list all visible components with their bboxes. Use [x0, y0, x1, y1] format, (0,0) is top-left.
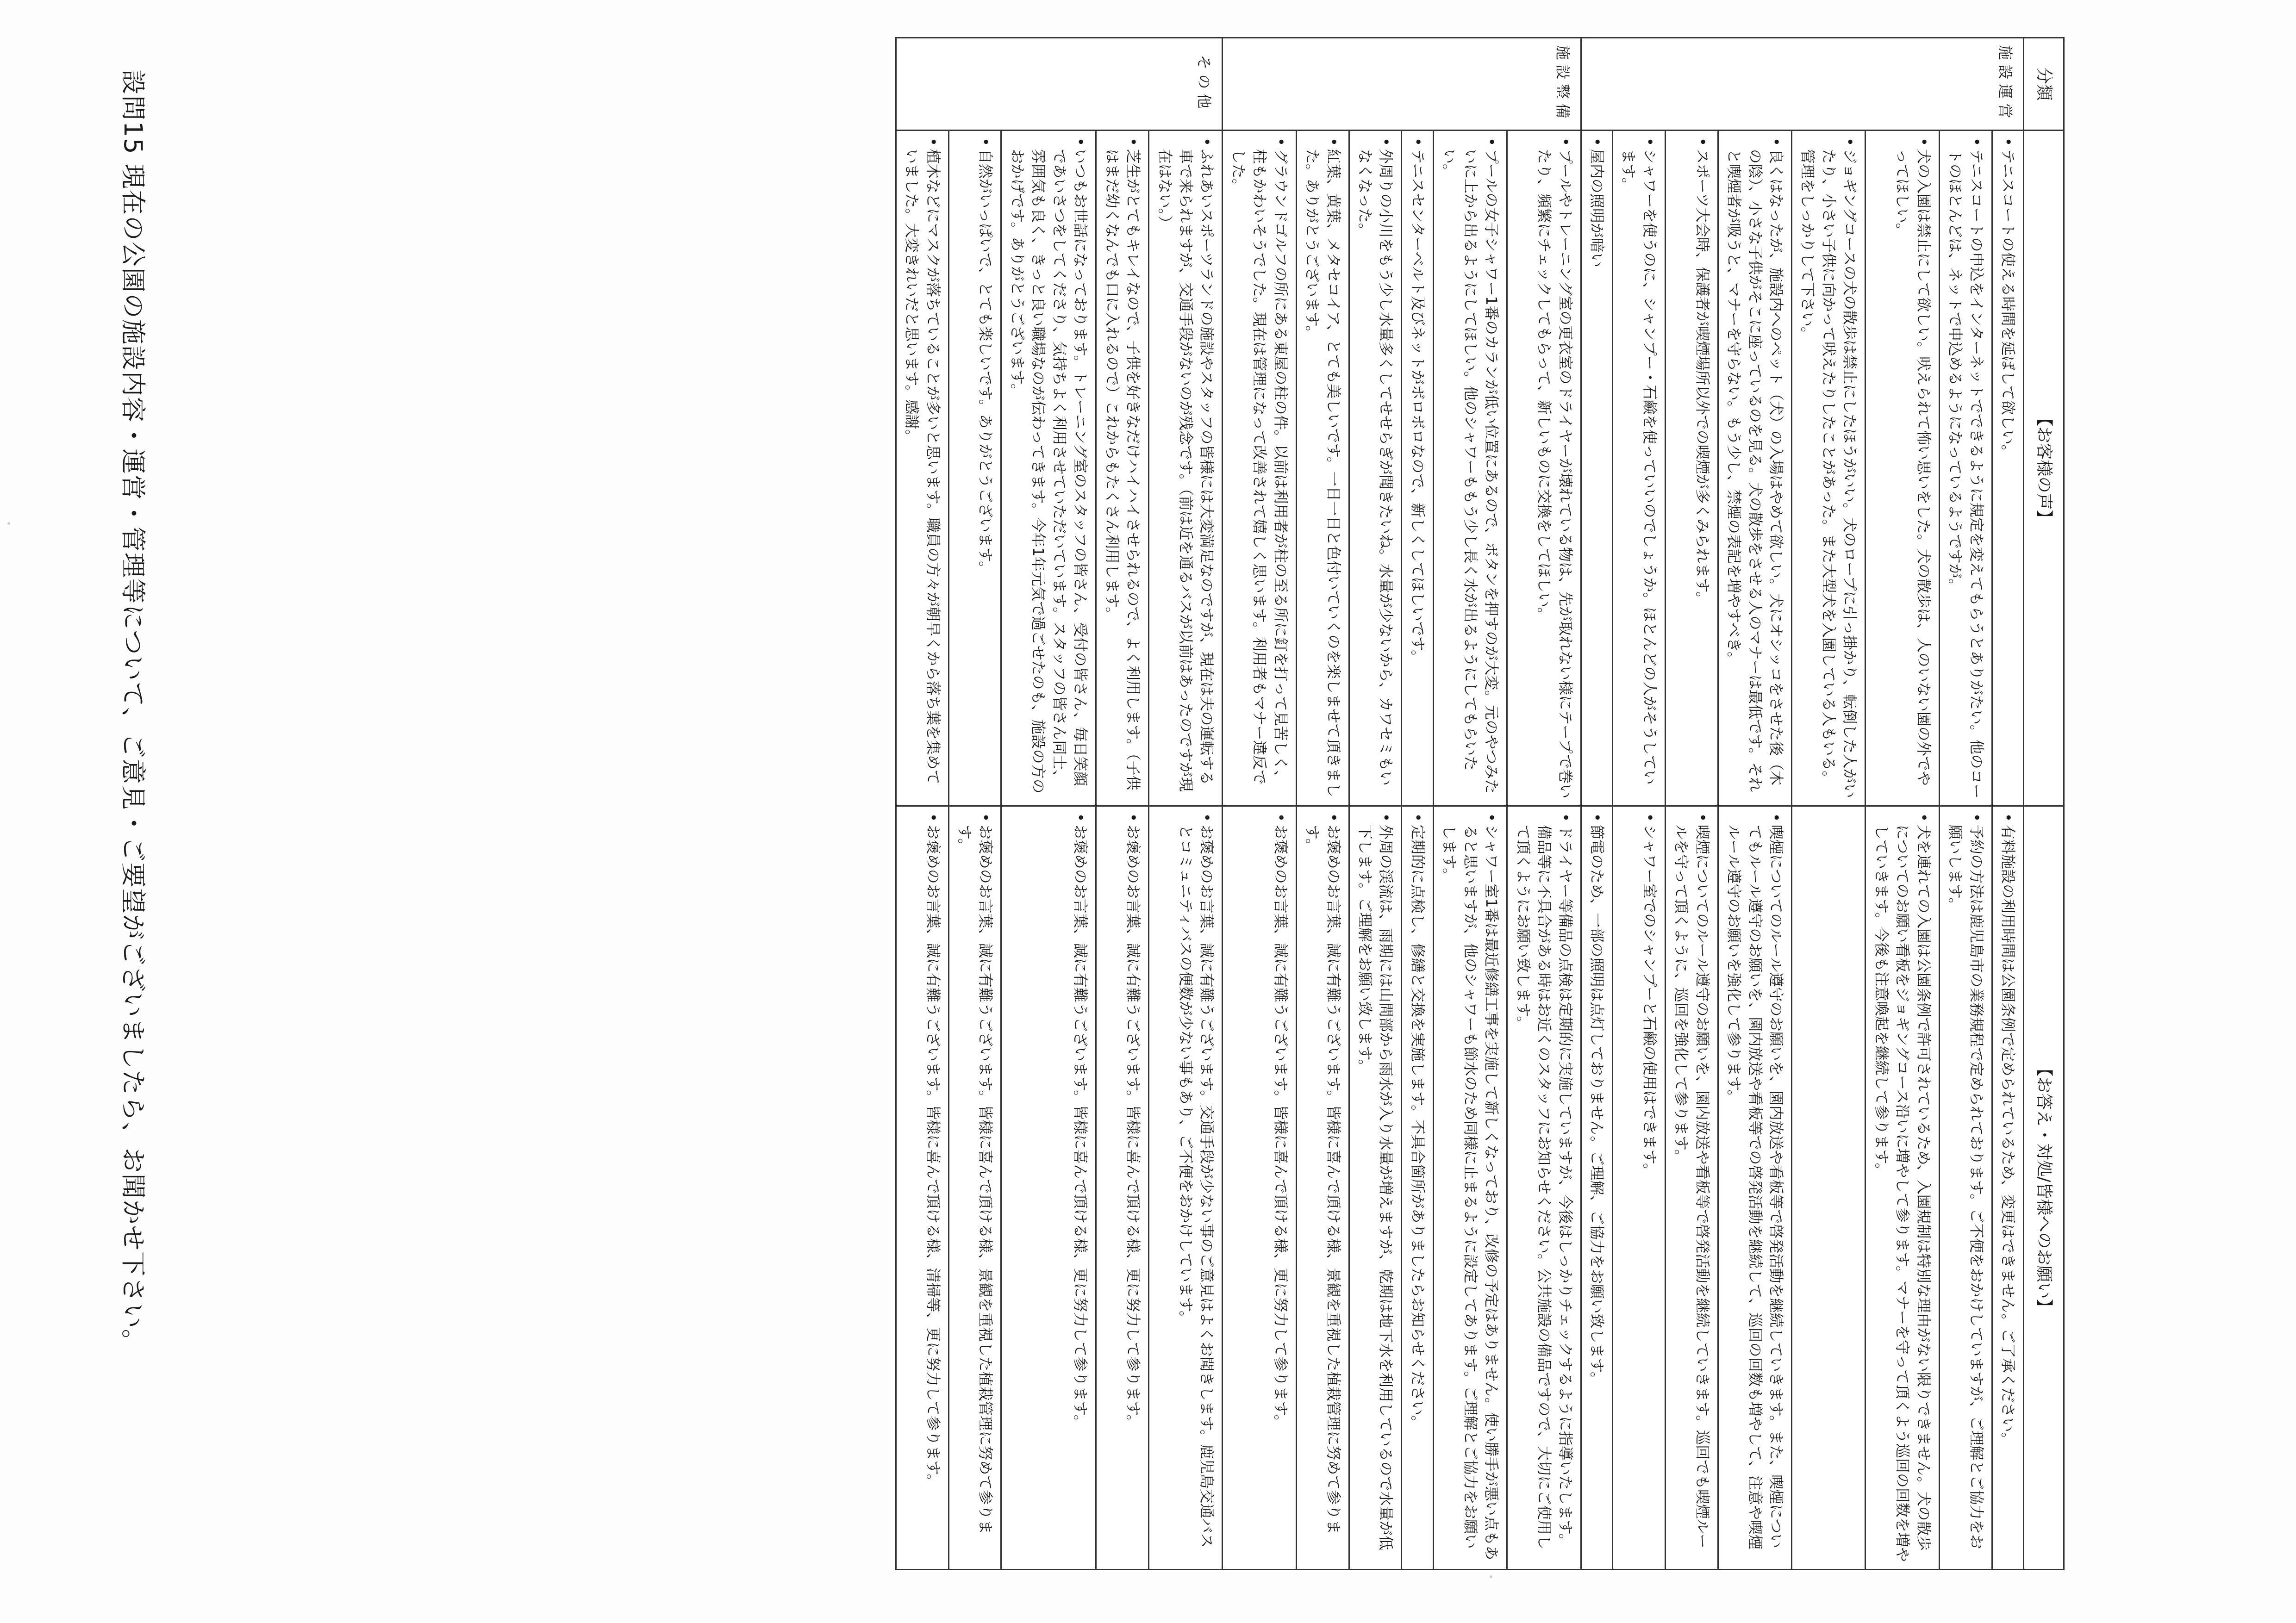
customer-voice-text: 自然がいっぱいで、とても楽しいです。ありがとうございます。: [977, 149, 995, 576]
bullet-icon: •: [1072, 813, 1090, 822]
table-row: [1665, 38, 1718, 1570]
customer-voice-item: [1797, 137, 1860, 799]
table-row: [1402, 38, 1433, 1570]
customer-voice-item: [1997, 137, 2018, 799]
customer-voice-item: [1228, 137, 1291, 799]
bullet-icon: •: [924, 137, 942, 146]
customer-voice-cell: [1296, 131, 1349, 806]
answer-cell: [1507, 806, 1581, 1570]
table-row: [948, 38, 1001, 1570]
customer-voice-cell: [1402, 131, 1433, 806]
answer-item: [1354, 813, 1397, 1562]
answer-cell: [1433, 806, 1507, 1570]
header-answer: 【お答え・対処/皆様へのお願い】: [2024, 806, 2064, 1570]
answer-cell: [1402, 806, 1433, 1570]
bullet-icon: •: [1556, 813, 1574, 822]
table-row: [1433, 38, 1507, 1570]
customer-voice-cell: [896, 131, 948, 806]
bullet-icon: •: [1198, 813, 1216, 822]
header-category: 分類: [2024, 38, 2064, 131]
bullet-icon: •: [924, 813, 942, 822]
page-title: 設問15 現在の公園の施設内容・運営・管理等について、ご意見・ご要望がございましたら、お聞かせ下さい。: [119, 69, 148, 1355]
category-cell: [1581, 38, 2023, 131]
bullet-icon: •: [1272, 137, 1290, 146]
customer-voice-item: [1302, 137, 1344, 799]
customer-voice-text: 屋内の照明が暗い: [1588, 149, 1606, 267]
bullet-icon: •: [1915, 137, 1933, 146]
customer-voice-cell: [1433, 131, 1507, 806]
customer-voice-text: 犬の入園は禁止にして欲しい。吠えられて怖い思いをした。犬の散歩は、人のいない園の外でやってほしい。: [1894, 149, 1933, 786]
customer-voice-item: [975, 137, 996, 799]
bullet-icon: •: [1556, 137, 1574, 146]
answer-cell: [1613, 806, 1666, 1570]
customer-voice-text: 芝生がとてもキレイなので、子供を好きなだけハイハイさせられるので、よく利用します。（子供はまだ幼くなんでも口に入れるので）これからもたくさん利用します。: [1103, 149, 1142, 790]
bullet-icon: •: [1324, 813, 1342, 822]
customer-voice-cell: [1349, 131, 1402, 806]
bullet-icon: •: [1377, 813, 1395, 822]
customer-voice-item: [1586, 137, 1607, 799]
answer-cell: [1296, 806, 1349, 1570]
answer-cell: [1866, 806, 1939, 1570]
table-row: [1581, 38, 1612, 1570]
answer-item: [1407, 813, 1428, 1562]
bullet-icon: •: [1483, 137, 1501, 146]
answer-cell: [1939, 806, 1992, 1570]
answer-item: [922, 813, 943, 1562]
answer-item: [1439, 813, 1502, 1562]
answer-text: 節電のため、一部の照明は点灯しておりません。ご理解、ご協力をお願い致します。: [1588, 824, 1606, 1387]
bullet-icon: •: [1588, 137, 1606, 146]
category-label: その他: [1195, 55, 1213, 113]
answer-item: [1586, 813, 1607, 1562]
customer-voice-item: [1892, 137, 1934, 799]
answer-text: お褒めのお言葉、誠に有難うございます。交通手段が少ない事のご意見はよくお聞きします。鹿児島交通バスとコミュニティバスの便数が少ない事もあり、ご不便をおかけしています。: [1177, 824, 1216, 1548]
bullet-icon: •: [1324, 137, 1342, 146]
customer-voice-text: 良くはなったが、施設内へのペット（犬）の入場はやめて欲しい。犬にオシッコをさせた後（木の陰）、小さな子供がそこに座っているのを見る。犬の散歩をさせる人のマナーは最低です。それと喫煙者が吸うと、マナーを守らない。もう少し、禁煙の表記を増やすべき。: [1725, 149, 1785, 792]
customer-voice-text: ふれあいスポーツランドの施設やスタッフの皆様には大変満足なのですが、現在は夫の運転する車で来られますが、交通手段がないのが残念です。（前は近を通るバスが以前はあったのですが現在はない。）: [1156, 149, 1216, 792]
bullet-icon: •: [1641, 137, 1659, 146]
answer-item: [1512, 813, 1575, 1562]
customer-voice-cell: [1507, 131, 1581, 806]
answer-item: [1270, 813, 1291, 1562]
customer-voice-item: [1534, 137, 1576, 799]
answer-text: お褒めのお言葉、誠に有難うございます。皆様に喜んで頂ける様、景観を重視した植栽管理に努めて参ります。: [956, 824, 995, 1535]
customer-voice-cell: [1992, 131, 2023, 806]
answer-cell: [896, 806, 948, 1570]
customer-voice-text: プールやトレーニング室の更衣室のドライヤーが壊れている物は、先が取れない様にテープで巻いたり、頻繁にチェックしてもらって、新しいものに交換をしてほしい。: [1535, 149, 1574, 799]
customer-voice-cell: [1665, 131, 1718, 806]
table-row: [1296, 38, 1349, 1570]
customer-voice-text: グラウンドゴルフの所にある東屋の柱の件。以前は利用者が柱の至る所に釘を打って見苦しく、柱もかわいそうでした。現在は管理になって改善されて嬉しく思います。利用者もマナー違反でした。: [1229, 149, 1290, 785]
answer-text: シャワー室でのシャンプーと石鹸の使用はできます。: [1641, 824, 1659, 1178]
bullet-icon: •: [977, 813, 995, 822]
customer-voice-cell: [1223, 131, 1296, 806]
table-row: [1718, 38, 1791, 1570]
bullet-icon: •: [1409, 813, 1427, 822]
answer-item: [1945, 813, 1987, 1562]
table-row: [896, 38, 948, 1570]
bullet-icon: •: [1693, 137, 1711, 146]
customer-voice-text: シャワーを使うのに、シャンプー・石鹸を使っていいのでしょうか。ほとんどの人がそうしています。: [1620, 149, 1659, 785]
customer-voice-text: いつもお世話になっております。トレーニング室のスタッフの皆さん、受付の皆さん、毎日笑顔であいさつをしてくださり、気持ちよく利用させていただいています。スタッフの皆さん同士、雰囲気も良く、きっと良い職場なのが伝わってきます。今年1年元気で過ごせたのも、施設の方のおかげです。ありがとうございます。: [1008, 149, 1090, 794]
table-row: [1507, 38, 1581, 1570]
customer-voice-cell: [1149, 131, 1223, 806]
customer-voice-item: [1945, 137, 1987, 799]
bullet-icon: •: [1588, 813, 1606, 822]
customer-voice-text: テニスコートの申込をインターネットでできるように規定を変えてもらうとありがたい。他のコートのほとんどは、ネットで申込めるようになっているようですが。: [1947, 149, 1985, 799]
customer-voice-cell: [1096, 131, 1149, 806]
answer-cell: [1096, 806, 1149, 1570]
answer-text: 有料施設の利用時間は公園条例で定められているため、変更はできません。ご了承ください。: [1999, 824, 2017, 1447]
category-label: 施設整備: [1554, 45, 1572, 123]
customer-voice-item: [1154, 137, 1217, 799]
answer-cell: [1223, 806, 1296, 1570]
bullet-icon: •: [1967, 137, 1985, 146]
customer-voice-item: [1723, 137, 1786, 799]
customer-voice-cell: [1001, 131, 1096, 806]
bullet-icon: •: [1272, 813, 1290, 822]
bullet-icon: •: [1967, 813, 1985, 822]
header-customer-voice: 【お客様の声】: [2024, 131, 2064, 806]
answer-cell: [1001, 806, 1096, 1570]
bullet-icon: •: [1999, 813, 2017, 822]
answer-text: ドライヤー等備品の点検は定期的に実施していますが、今後はしっかりチェックするように指導いたします。備品等に不具合がある時はお近くのスタッフにお知らせください。公共施設の備品ですので、大切にご使用して頂くようにお願い致します。: [1514, 824, 1574, 1550]
answer-item: [1070, 813, 1091, 1562]
table-row: [1939, 38, 1992, 1570]
table-row: [1223, 38, 1296, 1570]
bullet-icon: •: [1915, 813, 1933, 822]
customer-voice-text: 外周りの小川をもう少し水量多くしてせせらぎが聞きたいね。水量が少ないから、カワセミもいなくなった。: [1356, 149, 1395, 786]
customer-voice-text: プールの女子シャワー1番のカランが低い位置にあるので、ボタンを押すのが大変。元のやつみたいに上から出るようにしてほしい。他のシャワーももう少し長く水が出るようにしてもらいたい。: [1441, 149, 1501, 794]
answer-cell: [1792, 806, 1866, 1570]
customer-voice-text: 紅葉、黄葉、メタセコイア、とても美しいです。一日一日と色付いていくのを楽しませて頂きました。ありがとうございます。: [1304, 149, 1342, 797]
customer-voice-cell: [1613, 131, 1666, 806]
table-row: [1096, 38, 1149, 1570]
bullet-icon: •: [1198, 137, 1216, 146]
bullet-icon: •: [977, 137, 995, 146]
customer-voice-item: [1691, 137, 1712, 799]
answer-text: 定期的に点検し、修繕と交換を実施します。不具合箇所がありましたらお知らせください。: [1409, 824, 1427, 1430]
answer-cell: [1349, 806, 1402, 1570]
category-cell: [896, 38, 1223, 131]
table-row: [1349, 38, 1402, 1570]
answer-text: 予約の方法は鹿児島市の業務規程で定められております。ご不便をおかけしていますが、ご理解とご協力をお願いします。: [1947, 824, 1985, 1549]
answer-cell: [1665, 806, 1718, 1570]
answer-cell: [948, 806, 1001, 1570]
bullet-icon: •: [1841, 137, 1859, 146]
bullet-icon: •: [1767, 813, 1785, 822]
answer-item: [1302, 813, 1344, 1562]
bullet-icon: •: [1072, 137, 1090, 146]
answer-text: お褒めのお言葉、誠に有難うございます。皆様に喜んで頂ける様、更に努力して参ります。: [1272, 824, 1290, 1430]
bullet-icon: •: [1693, 813, 1711, 822]
customer-voice-text: 植木などにマスクが落ちていることが多いと思います。職員の方々が朝早くから落ち葉を集めていました。大変きれいだと思います。感謝。: [903, 149, 942, 784]
customer-voice-cell: [1718, 131, 1791, 806]
customer-voice-item: [1354, 137, 1397, 799]
answer-item: [1997, 813, 2018, 1562]
customer-voice-item: [1439, 137, 1502, 799]
answer-text: 外周の渓流は、雨期には山間部から雨水が入り水量が増えますが、乾期は地下水を利用しているので水量が低下します。ご理解をお願い致します。: [1356, 824, 1395, 1550]
customer-voice-item: [1007, 137, 1091, 799]
customer-voice-text: テニスセンターベルト及びネットがボロボロなので、新しくしてほしいです。: [1409, 149, 1427, 665]
customer-voice-item: [1407, 137, 1428, 799]
answer-item: [1639, 813, 1660, 1562]
customer-voice-text: テニスコートの使える時間を延ばして欲しい。: [1999, 149, 2017, 460]
answer-cell: [1718, 806, 1791, 1570]
answer-text: 喫煙についてのルール遵守のお願いを、園内放送や看板等で啓発活動を継続していきます。また、喫煙についてもルール遵守のお願いを、園内放送や看板等での啓発活動を継続して、巡回の回数も増やして、注意や喫煙ルール遵守のお願いを強化して参ります。: [1725, 824, 1785, 1549]
bullet-icon: •: [1483, 813, 1501, 822]
bullet-icon: •: [1409, 137, 1427, 146]
customer-voice-cell: [1939, 131, 1992, 806]
answer-cell: [1149, 806, 1223, 1570]
answer-text: お褒めのお言葉、誠に有難うございます。皆様に喜んで頂ける様、清掃等、更に努力して参ります。: [924, 824, 942, 1489]
bullet-icon: •: [1641, 813, 1659, 822]
survey-table: [895, 37, 2065, 1570]
customer-voice-item: [1101, 137, 1143, 799]
bullet-icon: •: [1124, 137, 1142, 146]
table-row: [1792, 38, 1866, 1570]
answer-item: [1123, 813, 1143, 1562]
bullet-icon: •: [1999, 137, 2017, 146]
category-label: 施設運営: [1997, 45, 2014, 123]
answer-item: [1671, 813, 1713, 1562]
customer-voice-cell: [1581, 131, 1612, 806]
answer-cell: [1992, 806, 2023, 1570]
answer-text: お褒めのお言葉、誠に有難うございます。皆様に喜んで頂ける様、更に努力して参ります。: [1124, 824, 1142, 1430]
answer-cell: [1581, 806, 1612, 1570]
answer-item: [1723, 813, 1786, 1562]
survey-table-body: [896, 38, 2023, 1570]
answer-text: お褒めのお言葉、誠に有難うございます。皆様に喜んで頂ける様、景観を重視した植栽管理に努めて参ります。: [1304, 824, 1342, 1535]
customer-voice-item: [1618, 137, 1660, 799]
table-row: [1001, 38, 1096, 1570]
answer-text: お褒めのお言葉、誠に有難うございます。皆様に喜んで頂ける様、更に努力して参ります。: [1072, 824, 1090, 1430]
table-header-row: [2024, 38, 2064, 1570]
customer-voice-cell: [1792, 131, 1866, 806]
answer-text: シャワー室1番は最近修繕工事を実施して新しくなっており、改修の予定はありません。使い勝手が悪い点もあると思いますが、他のシャワーも節水のため同様に止まるように設定してあります。ご理解とご協力をお願いします。: [1441, 824, 1501, 1561]
customer-voice-item: [901, 137, 943, 799]
customer-voice-text: スポーツ大会時、保護者が喫煙場所以外での喫煙が多くみられます。: [1693, 149, 1711, 607]
category-cell: [1223, 38, 1581, 131]
table-row: [1992, 38, 2023, 1570]
answer-item: [1871, 813, 1934, 1562]
table-row: [1866, 38, 1939, 1570]
answer-text: 犬を連れての入園は公園条例で許可されているため、入園規制は特別な理由がない限りできません。犬の散歩についてのお願い看板をジョギングコース沿いに増やして参ります。マナーを守って頂くよう巡回の回数を増やしていきます。今後も注意喚起を継続して参ります。: [1872, 824, 1933, 1562]
answer-item: [954, 813, 996, 1562]
bullet-icon: •: [1377, 137, 1395, 146]
table-row: [1149, 38, 1223, 1570]
customer-voice-text: ジョギングコースの犬の散歩は禁止にしたほうがいい。犬のロープに引っ掛かり、転倒した人がいたり、小さい子供に向かって吠えたりしたことがあった。また大型犬を入園している人もいる。管理をしっかりして下さい。: [1799, 149, 1859, 798]
table-row: [1613, 38, 1666, 1570]
customer-voice-cell: [1866, 131, 1939, 806]
answer-text: 喫煙についてのルール遵守のお願いを、園内放送や看板等で啓発活動を継続していきます。巡回でも喫煙ルールを守って頂くように、巡回を強化して参ります。: [1672, 824, 1711, 1549]
answer-item: [1175, 813, 1217, 1562]
bullet-icon: •: [1124, 813, 1142, 822]
bullet-icon: •: [1767, 137, 1785, 146]
customer-voice-cell: [948, 131, 1001, 806]
